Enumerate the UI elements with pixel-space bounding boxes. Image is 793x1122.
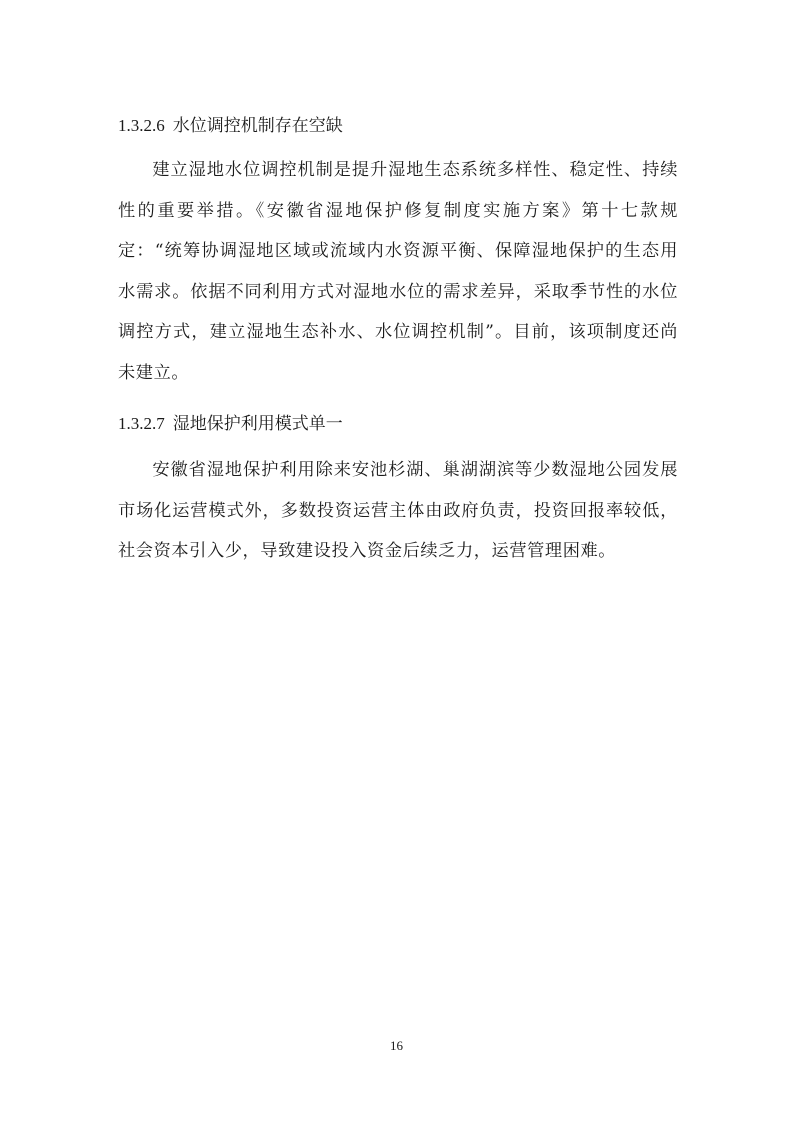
section-body-paragraph: 建立湿地水位调控机制是提升湿地生态系统多样性、稳定性、持续性的重要举措。《安徽省湿地保护修复制度实施方案》第十七款规定：“统筹协调湿地区域或流域内水资源平衡、保障湿地保护的生态用水需求。依据不同利用方式对湿地水位的需求差异，采取季节性的水位调控方式，建立湿地生态补水、水位调控机制”。目前，该项制度还尚未建立。 [118,160,678,383]
section-body-paragraph: 安徽省湿地保护利用除来安池杉湖、巢湖湖滨等少数湿地公园发展市场化运营模式外，多数投资运营主体由政府负责，投资回报率较低，社会资本引入少，导致建设投入资金后续乏力，运营管理困难。 [118,460,678,561]
section-number: 1.3.2.6 [118,116,165,135]
section-heading-1 [118,115,343,137]
section-title: 水位调控机制存在空缺 [172,116,343,136]
page-number: 16 [390,1038,403,1053]
section-title: 湿地保护利用模式单一 [172,414,343,434]
section-number: 1.3.2.7 [118,414,165,433]
section-heading-2 [118,413,343,435]
